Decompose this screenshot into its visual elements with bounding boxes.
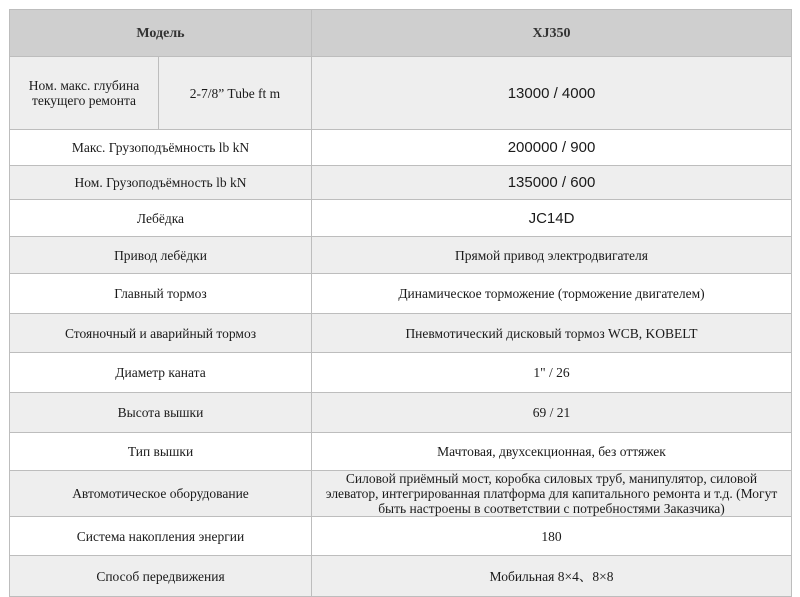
row-value: Мачтовая, двухсекционная, без оттяжек [312,433,792,471]
table-row [10,130,792,166]
row-value: JC14D [312,200,792,237]
table-row [10,200,792,237]
table-row [10,433,792,471]
table-row [10,393,792,433]
table-header-row [10,10,792,57]
row-label: Высота вышки [10,393,312,433]
row-value: Мобильная 8×4、8×8 [312,556,792,597]
row-label: Ном. макс. глубина текущего ремонта [10,57,159,130]
row-value: Силовой приёмный мост, коробка силовых труб, манипулятор, силовой элеватор, интегрированная платформа для капитального ремонта и т.д. (Могут быть настроены в соответствии с потребностями Заказчика) [312,471,792,517]
row-sublabel: 2-7/8” Tube ft m [159,57,312,130]
row-value: Пневмотический дисковый тормоз WCB, KOBELT [312,314,792,353]
row-value: 69 / 21 [312,393,792,433]
row-value: 200000 / 900 [312,130,792,166]
table-row [10,274,792,314]
table-row [10,166,792,200]
row-value: Динамическое торможение (торможение двигателем) [312,274,792,314]
spec-table [9,9,792,597]
row-label: Стояночный и аварийный тормоз [10,314,312,353]
row-label: Лебёдка [10,200,312,237]
row-value: 1" / 26 [312,353,792,393]
row-value: 13000 / 4000 [312,57,792,130]
table-row [10,314,792,353]
table-row [10,353,792,393]
row-label: Ном. Грузоподъёмность lb kN [10,166,312,200]
table-row [10,57,792,130]
row-label: Привод лебёдки [10,237,312,274]
row-label: Система накопления энергии [10,517,312,556]
table-row [10,471,792,517]
row-label: Автомотическое оборудование [10,471,312,517]
row-label: Тип вышки [10,433,312,471]
row-label: Способ передвижения [10,556,312,597]
header-label: Модель [10,10,312,57]
table-row [10,517,792,556]
table-row [10,556,792,597]
row-label: Макс. Грузоподъёмность lb kN [10,130,312,166]
row-value: 135000 / 600 [312,166,792,200]
row-value: 180 [312,517,792,556]
row-label: Диаметр каната [10,353,312,393]
header-model-value: XJ350 [312,10,792,57]
row-value: Прямой привод электродвигателя [312,237,792,274]
row-label: Главный тормоз [10,274,312,314]
table-row [10,237,792,274]
